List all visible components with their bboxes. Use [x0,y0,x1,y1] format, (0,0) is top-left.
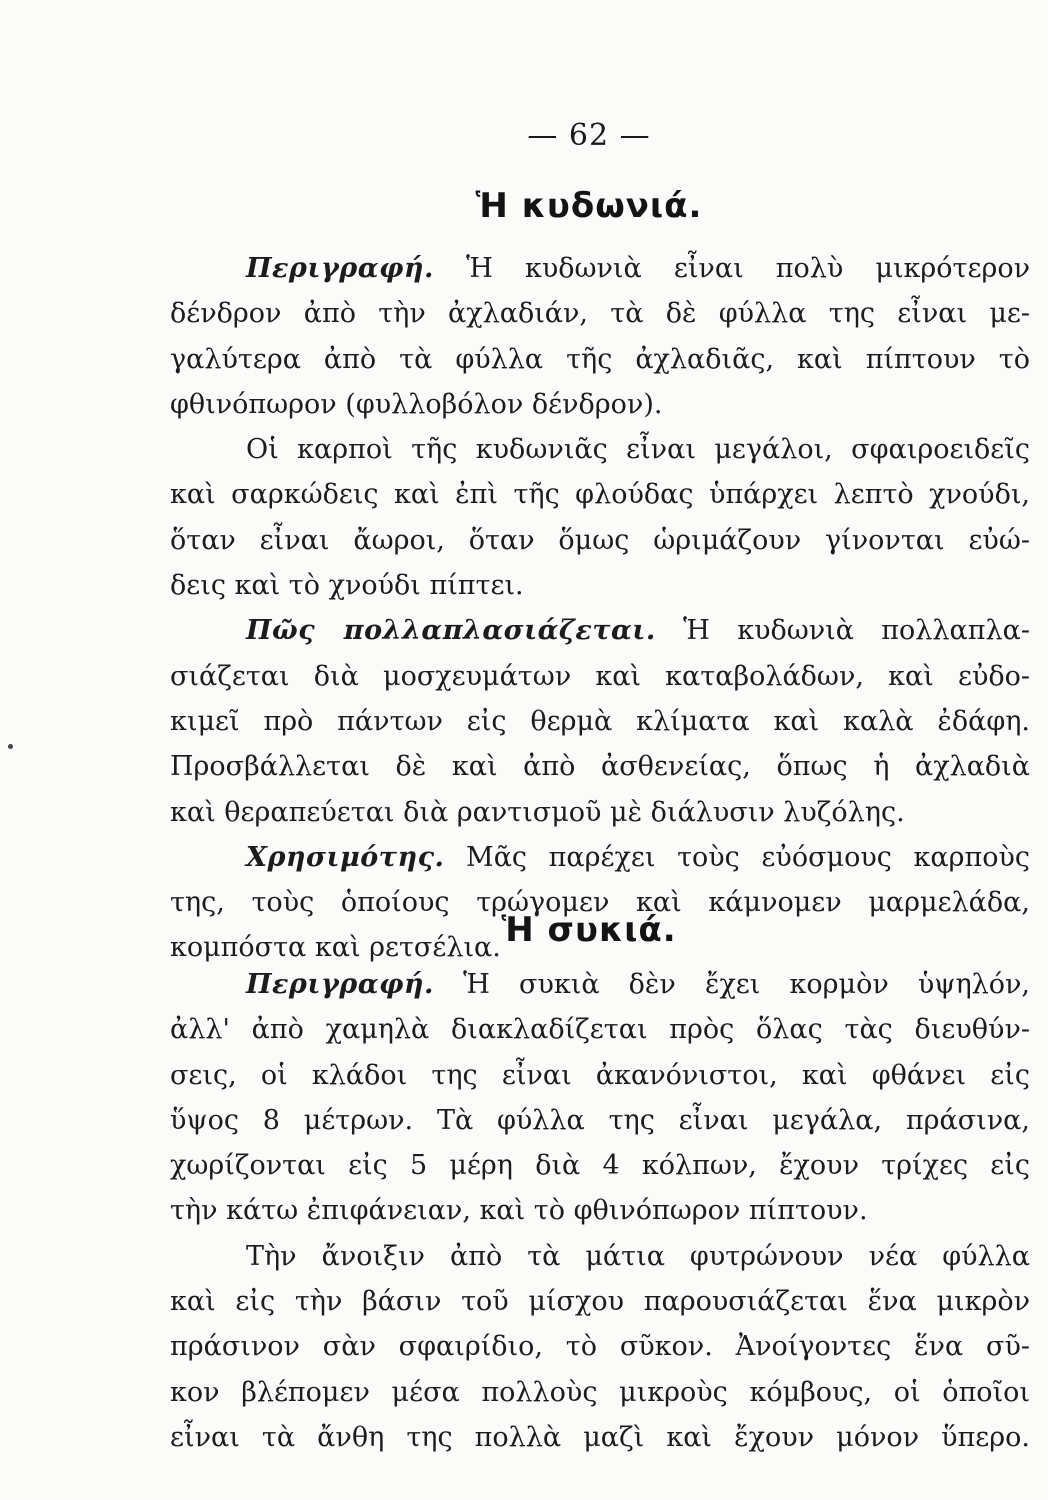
paragraph-fruits [170,427,1030,608]
text-span: Ἡ κυδωνιὰ εἶναι πολὺ μικρότερον [433,253,1030,284]
section-body-fig [170,962,1030,1460]
text-line: δεις καὶ τὸ χνούδι πίπτει. [170,570,524,602]
paragraph-term: Περιγραφή. [246,969,434,1000]
text-line: καὶ σαρκώδεις καὶ ἐπὶ τῆς φλούδας ὑπάρχει λεπτὸ χνούδι, [170,479,1030,511]
text-line: γαλύτερα ἀπὸ τὰ φύλλα τῆς ἀχλαδιᾶς, καὶ πίπτουν τὸ [170,343,1030,375]
text-line: Τὴν ἄνοιξιν ἀπὸ τὰ μάτια φυτρώνουν νέα φύλλα [246,1240,1030,1272]
text-line: σιάζεται διὰ μοσχευμάτων καὶ καταβολάδων, καὶ εὐδο- [170,660,1030,692]
text-line: ὕψος 8 μέτρων. Τὰ φύλλα της εἶναι μεγάλα, πράσινα, [170,1104,1030,1136]
paragraph-term: Πῶς πολλαπλασιάζεται. [246,615,656,647]
text-line [170,608,1030,653]
text-line: φθινόπωρον (φυλλοβόλον δένδρον). [170,388,663,420]
margin-dot [8,744,13,749]
text-line: δένδρον ἀπὸ τὴν ἀχλαδιάν, τὰ δὲ φύλλα της εἶναι με- [170,298,1030,330]
text-line: σεις, οἱ κλάδοι της εἶναι ἀκανόνιστοι, καὶ φθάνει εἰς [170,1059,1030,1091]
text-line: κιμεῖ πρὸ πάντων εἰς θερμὰ κλίματα καὶ καλὰ ἐδάφη. [170,705,1030,737]
text-line: Οἱ καρποὶ τῆς κυδωνιᾶς εἶναι μεγάλοι, σφαιροειδεῖς [246,434,1030,466]
text-line: πράσινον σὰν σφαιρίδιο, τὸ σῦκον. Ἀνοίγοντες ἕνα σῦ- [170,1331,1030,1363]
text-span: Ἡ κυδωνιὰ πολλαπλα- [655,615,1030,647]
paragraph-description [170,962,1030,1234]
paragraph-term: Περιγραφή. [246,253,434,284]
paragraph-term: Χρησιμότης. [246,841,445,873]
text-line: κον βλέπομεν μέσα πολλοὺς μικροὺς κόμβους, οἱ ὁποῖοι [170,1376,1030,1408]
text-line: καὶ εἰς τὴν βάσιν τοῦ μίσχου παρουσιάζεται ἕνα μικρὸν [170,1286,1030,1318]
paragraph-propagation [170,608,1030,834]
paragraph-usefulness [170,835,1030,971]
text-line [170,835,1030,880]
text-line: της, τοὺς ὁποίους τρώγομεν καὶ κάμνομεν μαρμελάδα, [170,887,1030,919]
paragraph-fruit [170,1234,1030,1460]
section-body-quince [170,246,1030,971]
text-line [170,246,1030,291]
text-line: χωρίζονται εἰς 5 μέρη διὰ 4 κόλπων, ἔχουν τρίχες εἰς [170,1150,1030,1182]
text-line: ὅταν εἶναι ἄωροι, ὅταν ὅμως ὡριμάζουν γίνονται εὐώ- [170,524,1030,556]
section-title-fig: Ἡ συκιά. [501,910,677,950]
text-line: Προσβάλλεται δὲ καὶ ἀπὸ ἀσθενείας, ὅπως ἡ ἀχλαδιὰ [170,751,1030,783]
text-span: Ἡ συκιὰ δὲν ἔχει κορμὸν ὑψηλόν, [433,969,1030,1000]
text-span: Μᾶς παρέχει τοὺς εὐόσμους καρποὺς [444,841,1030,873]
text-line: ἀλλ' ἀπὸ χαμηλὰ διακλαδίζεται πρὸς ὅλας τὰς διευθύν- [170,1014,1030,1046]
paragraph-description [170,246,1030,427]
text-line: κομπόστα καὶ ρετσέλια. [170,932,501,964]
section-title-quince: Ἡ κυδωνιά. [475,186,703,226]
page-number: — 62 — [527,118,651,153]
text-line: εἶναι τὰ ἄνθη της πολλὰ μαζὶ καὶ ἔχουν μόνον ὕπερο. [170,1421,1030,1453]
text-line: καὶ θεραπεύεται διὰ ραντισμοῦ μὲ διάλυσιν λυζόλης. [170,796,905,828]
text-line [170,962,1030,1007]
text-line: τὴν κάτω ἐπιφάνειαν, καὶ τὸ φθινόπωρον πίπτουν. [170,1195,868,1227]
